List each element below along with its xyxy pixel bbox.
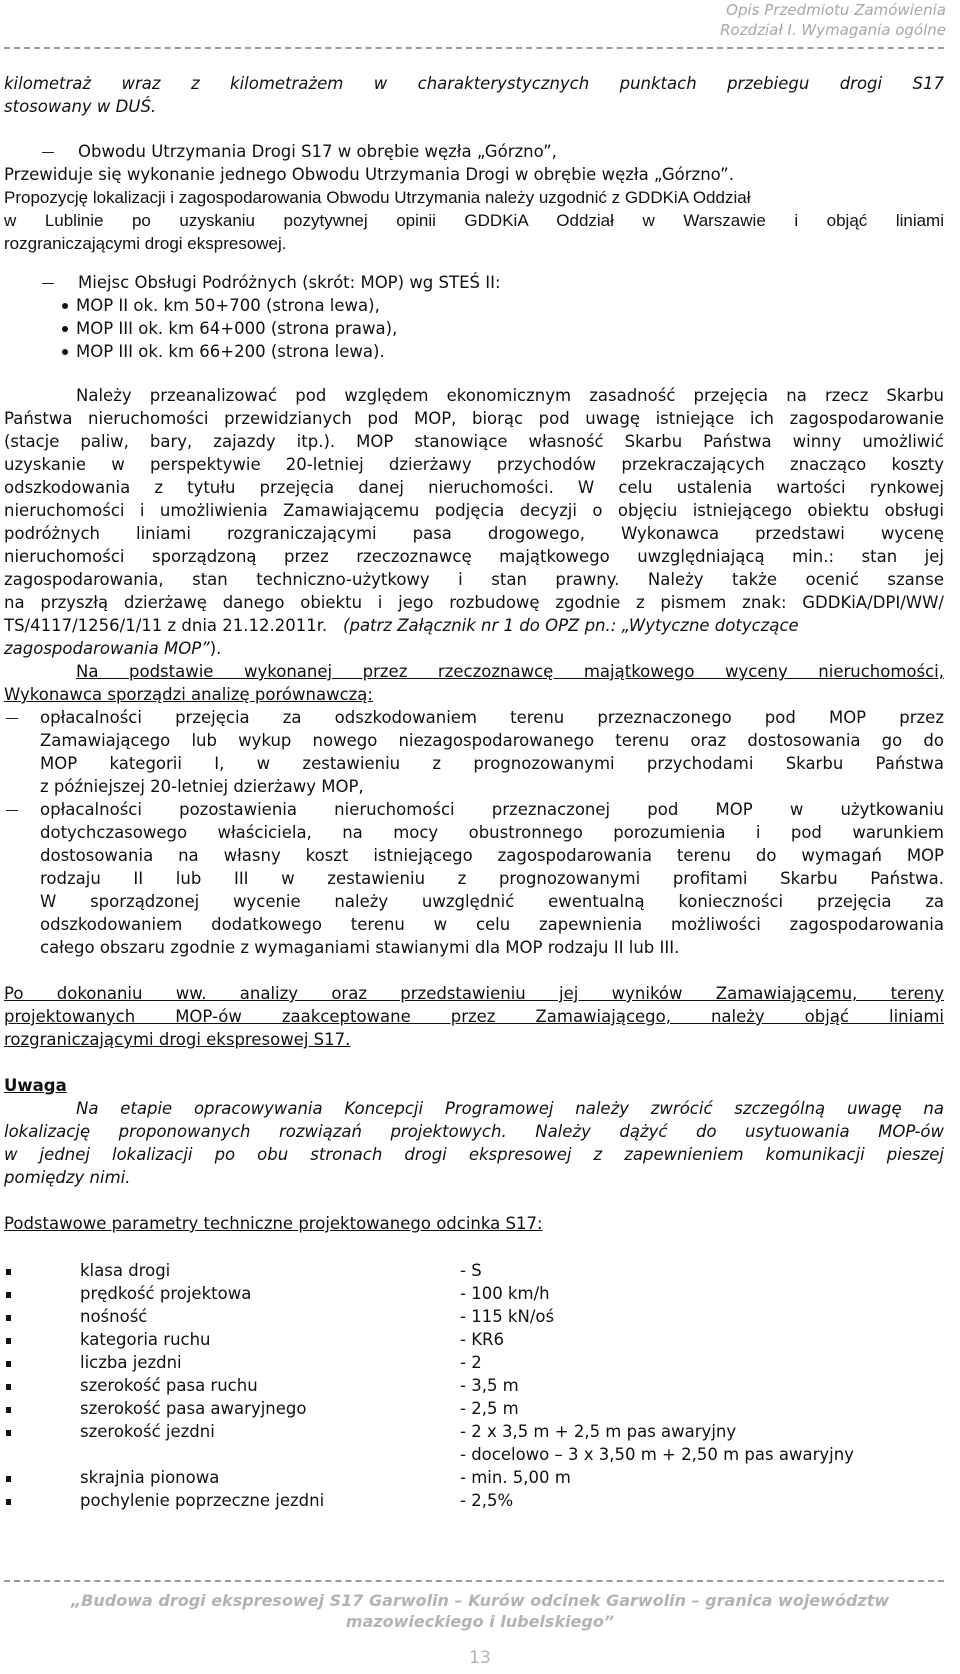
- header-title: Opis Przedmiotu Zamówienia: [726, 1, 946, 19]
- square-bullet-icon: [6, 1361, 11, 1367]
- param-label: prędkość projektowa: [80, 1284, 252, 1303]
- analysis-item-a: opłacalności przejęcia za odszkodowaniem terenu przeznaczonego pod MOP przez: [40, 708, 944, 727]
- conclusion-line: projektowanych MOP-ów zaakceptowane przez Zamawiającego, należy objąć liniami: [4, 1007, 944, 1026]
- paragraph-line: Przewiduje się wykonanie jednego Obwodu Utrzymania Drogi w obrębie węzła „Górzno”.: [4, 165, 734, 184]
- bullet-dot-icon: [62, 326, 68, 332]
- param-label: liczba jezdni: [80, 1353, 182, 1372]
- paragraph-line: Propozycję lokalizacji i zagospodarowania Obwodu Utrzymania należy uzgodnić z GDDKiA Oddział: [4, 188, 751, 207]
- analysis-intro: Na podstawie wykonanej przez rzeczoznawcę majątkowego wyceny nieruchomości,: [76, 662, 944, 681]
- note-line: pomiędzy nimi.: [4, 1168, 131, 1187]
- param-value: - 115 kN/oś: [460, 1307, 555, 1326]
- square-bullet-icon: [6, 1269, 11, 1275]
- square-bullet-icon: [6, 1292, 11, 1298]
- conclusion-line: rozgraniczającymi drogi ekspresowej S17.: [4, 1030, 351, 1049]
- paragraph-line: rozgraniczającymi drogi ekspresowej.: [4, 234, 287, 253]
- analysis-item-b: dotychczasowego właściciela, na mocy obustronnego porozumienia i pod warunkiem: [40, 823, 944, 842]
- param-value: - docelowo – 3 x 3,50 m + 2,50 m pas awaryjny: [460, 1445, 854, 1464]
- footer-divider: [4, 1580, 944, 1582]
- param-value: - S: [460, 1261, 482, 1280]
- mop-item: MOP III ok. km 66+200 (strona lewa).: [76, 342, 385, 361]
- analysis-item-b: W sporządzonej wycenie należy uwzględnić ewentualną konieczności przejęcia za: [40, 892, 944, 911]
- square-bullet-icon: [6, 1338, 11, 1344]
- param-label: szerokość pasa awaryjnego: [80, 1399, 307, 1418]
- param-value: - 3,5 m: [460, 1376, 519, 1395]
- intro-line: kilometraż wraz z kilometrażem w charakterystycznych punktach przebiegu drogi S17: [4, 74, 944, 93]
- note-line: w jednej lokalizacji po obu stronach drogi ekspresowej z zapewnieniem komunikacji pieszej: [4, 1145, 944, 1164]
- paragraph-line: zagospodarowania, stan techniczno-użytkowy i stan prawny. Należy także ocenić szanse: [4, 570, 944, 589]
- paragraph-line: (stacje paliw, bary, zajazdy itp.). MOP stanowiące własność Skarbu Państwa winny umożliwić: [4, 432, 944, 451]
- param-label: skrajnia pionowa: [80, 1468, 220, 1487]
- paragraph-line: Należy przeanalizować pod względem ekonomicznym zasadność przejęcia na rzecz Skarbu: [76, 386, 944, 405]
- paragraph-line: odszkodowania z tytułu przejęcia danej nieruchomości. W celu ustalenia wartości rynkowej: [4, 478, 944, 497]
- analysis-item-b: rodzaju II lub III w zestawieniu z prognozowanymi profitami Skarbu Państwa.: [40, 869, 944, 888]
- param-label: kategoria ruchu: [80, 1330, 211, 1349]
- note-title: Uwaga: [4, 1076, 67, 1095]
- param-label: nośność: [80, 1307, 148, 1326]
- paragraph-line: nieruchomości i umożliwienia Zamawiającemu podjęcia decyzji o objęciu istniejącego obiektu obsługi: [4, 501, 944, 520]
- footer-project-title: „Budowa drogi ekspresowej S17 Garwolin – Kurów odcinek Garwolin – granica województw: [70, 1591, 890, 1610]
- param-value: - min. 5,00 m: [460, 1468, 571, 1487]
- param-value: - 2: [460, 1353, 482, 1372]
- analysis-item-a: MOP kategorii I, w zestawieniu z prognozowanymi przychodami Skarbu Państwa: [40, 754, 944, 773]
- paragraph-line: uzyskanie w perspektywie 20-letniej dzierżawy przychodów przekraczających znacząco koszty: [4, 455, 944, 474]
- param-value: - 100 km/h: [460, 1284, 550, 1303]
- paragraph-line: podróżnych liniami rozgraniczającymi pasa drogowego, Wykonawca przedstawi wycenę: [4, 524, 944, 543]
- analysis-item-b: dostosowania na własny koszt istniejącego zagospodarowania terenu do wymagań MOP: [40, 846, 944, 865]
- bullet-dot-icon: [62, 349, 68, 355]
- analysis-item-b: opłacalności pozostawienia nieruchomości przeznaczonej pod MOP w użytkowaniu: [40, 800, 944, 819]
- paragraph-line: [4, 614, 799, 638]
- param-value: - 2,5 m: [460, 1399, 519, 1418]
- section-title-mop: Miejsc Obsługi Podróżnych (skrót: MOP) wg STEŚ II:: [78, 273, 501, 292]
- analysis-item-a: Zamawiającego lub wykup nowego niezagospodarowanego terenu oraz dostosowania go do: [40, 731, 944, 750]
- header-chapter: Rozdział I. Wymagania ogólne: [720, 21, 946, 39]
- attachment-title: zagospodarowania MOP”: [4, 639, 210, 658]
- param-label: szerokość pasa ruchu: [80, 1376, 258, 1395]
- paragraph-line: nieruchomości sporządzoną przez rzeczoznawcę majątkowego uwzględniającą min.: stan jej: [4, 547, 944, 566]
- reference-number: TS/4117/1256/1/11 z dnia 21.12.2011r.: [4, 616, 328, 635]
- attachment-reference: (patrz Załącznik nr 1 do OPZ pn.: „Wytyczne dotyczące: [343, 616, 799, 635]
- bullet-dot-icon: [62, 303, 68, 309]
- note-line: Na etapie opracowywania Koncepcji Programowej należy zwrócić szczególną uwagę na: [76, 1099, 944, 1118]
- param-label: pochylenie poprzeczne jezdni: [80, 1491, 325, 1510]
- param-value: - 2 x 3,5 m + 2,5 m pas awaryjny: [460, 1422, 737, 1441]
- paragraph-end: ).: [209, 639, 222, 658]
- footer-project-title: mazowieckiego i lubelskiego”: [345, 1612, 615, 1631]
- page-number: 13: [469, 1648, 491, 1668]
- dash-bullet-icon: [42, 283, 54, 284]
- dash-bullet-icon: [6, 718, 18, 719]
- mop-item: MOP II ok. km 50+700 (strona lewa),: [76, 296, 380, 315]
- conclusion-line: Po dokonaniu ww. analizy oraz przedstawieniu jej wyników Zamawiającemu, tereny: [4, 984, 944, 1003]
- analysis-item-b: całego obszaru zgodnie z wymaganiami stawianymi dla MOP rodzaju II lub III.: [40, 938, 680, 957]
- header-divider: [4, 47, 944, 49]
- dash-bullet-icon: [42, 152, 54, 153]
- dash-bullet-icon: [6, 810, 18, 811]
- paragraph-line: na przyszłą dzierżawę danego obiektu i jego rozbudowę zgodnie z pismem znak: GDDKiA/DPI/WW/: [4, 593, 944, 612]
- param-value: - KR6: [460, 1330, 504, 1349]
- param-label: szerokość jezdni: [80, 1422, 215, 1441]
- param-value: - 2,5%: [460, 1491, 514, 1510]
- analysis-item-b: odszkodowaniem dodatkowego terenu w celu zapewnienia możliwości zagospodarowania: [40, 915, 944, 934]
- square-bullet-icon: [6, 1430, 11, 1436]
- analysis-item-a: z późniejszej 20-letniej dzierżawy MOP,: [40, 777, 364, 796]
- params-title: Podstawowe parametry techniczne projektowanego odcinka S17:: [4, 1214, 543, 1233]
- mop-item: MOP III ok. km 64+000 (strona prawa),: [76, 319, 398, 338]
- analysis-intro: Wykonawca sporządzi analizę porównawczą:: [4, 685, 373, 704]
- square-bullet-icon: [6, 1476, 11, 1482]
- section-title-obwod: Obwodu Utrzymania Drogi S17 w obrębie węzła „Górzno”,: [78, 142, 557, 161]
- paragraph-line: Państwa nieruchomości przewidzianych pod MOP, biorąc pod uwagę istniejące ich zagospodarowanie: [4, 409, 944, 428]
- square-bullet-icon: [6, 1407, 11, 1413]
- square-bullet-icon: [6, 1499, 11, 1505]
- intro-line: stosowany w DUŚ.: [4, 97, 157, 116]
- paragraph-line: [4, 637, 221, 661]
- note-line: lokalizację proponowanych rozwiązań projektowych. Należy dążyć do usytuowania MOP-ów: [4, 1122, 944, 1141]
- square-bullet-icon: [6, 1315, 11, 1321]
- param-label: klasa drogi: [80, 1261, 171, 1280]
- paragraph-line: w Lublinie po uzyskaniu pozytywnej opinii GDDKiA Oddział w Warszawie i objąć liniami: [4, 211, 944, 230]
- square-bullet-icon: [6, 1384, 11, 1390]
